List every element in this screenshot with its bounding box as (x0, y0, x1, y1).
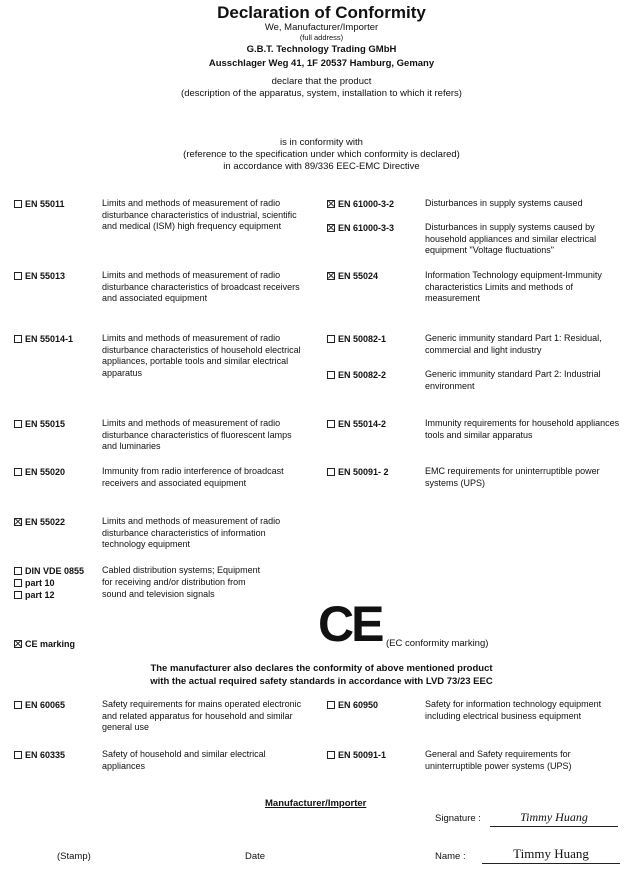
manufacturer-heading: Manufacturer/Importer (265, 798, 367, 809)
standard-description: sound and television signals (102, 589, 215, 599)
ce-logo: CE (318, 596, 382, 652)
standard-row: EN 50091- 2 (327, 466, 389, 478)
standard-row: EN 60335 (14, 749, 65, 761)
standard-description: Information Technology equipment-Immunity characteristics Limits and methods of measurement (425, 270, 602, 303)
checkbox[interactable] (327, 468, 335, 476)
checkbox-checked[interactable] (14, 518, 22, 526)
signature-field[interactable] (490, 808, 618, 827)
standard-description: for receiving and/or distribution from (102, 577, 246, 587)
company-name: G.B.T. Technology Trading GMbH (246, 44, 397, 55)
standard-row: EN 50091-1 (327, 749, 386, 761)
declare-text: declare that the product (271, 76, 372, 87)
checkbox-checked[interactable] (14, 640, 22, 648)
checkbox[interactable] (327, 751, 335, 759)
signature-label: Signature : (435, 813, 481, 824)
standard-row: part 10 (14, 577, 55, 589)
checkbox[interactable] (14, 335, 22, 343)
description-note: (description of the apparatus, system, installation to which it refers) (181, 88, 462, 99)
standard-row: EN 55014-1 (14, 333, 73, 345)
ce-marking-row: CE marking (14, 638, 75, 650)
standard-row: EN 55020 (14, 466, 65, 478)
checkbox[interactable] (327, 420, 335, 428)
standard-description: Immunity from radio interference of broadcast receivers and associated equipment (102, 466, 284, 488)
standard-row: EN 60950 (327, 699, 378, 711)
standard-description: Generic immunity standard Part 2: Industrial environment (425, 369, 601, 391)
standard-description: Immunity requirements for household appliances tools and similar apparatus (425, 418, 620, 440)
signature-script: Timmy Huang (520, 810, 588, 824)
standard-description: Safety for information technology equipment including electrical business equipment (425, 699, 602, 721)
checkbox[interactable] (14, 591, 22, 599)
standard-row: EN 55024 (327, 270, 378, 282)
ce-note: (EC conformity marking) (386, 638, 489, 649)
date-label: Date (245, 851, 266, 862)
standard-description: EMC requirements for uninterruptible power systems (UPS) (425, 466, 600, 488)
reference-note: (reference to the specification under which conformity is declared) (183, 149, 460, 160)
checkbox[interactable] (327, 335, 335, 343)
checkbox[interactable] (14, 751, 22, 759)
standard-row: EN 55013 (14, 270, 65, 282)
standard-row: EN 61000-3-3 (327, 222, 394, 234)
standard-description: Safety requirements for mains operated electronic and related apparatus for household and similar general use (102, 699, 302, 732)
standard-description: Generic immunity standard Part 1: Residual, commercial and light industry (425, 333, 602, 355)
checkbox[interactable] (14, 420, 22, 428)
checkbox-checked[interactable] (327, 200, 335, 208)
standard-row: EN 50082-2 (327, 369, 386, 381)
checkbox[interactable] (14, 579, 22, 587)
company-address: Ausschlager Weg 41, 1F 20537 Hamburg, Gemany (208, 58, 435, 69)
checkbox[interactable] (327, 371, 335, 379)
standard-row: part 12 (14, 589, 55, 601)
lvd-line-1: The manufacturer also declares the conformity of above mentioned product (150, 663, 493, 674)
standard-row: EN 55015 (14, 418, 65, 430)
standard-description: General and Safety requirements for uninterruptible power systems (UPS) (425, 749, 572, 771)
checkbox[interactable] (14, 272, 22, 280)
checkbox-checked[interactable] (327, 272, 335, 280)
checkbox[interactable] (14, 567, 22, 575)
checkbox-checked[interactable] (327, 224, 335, 232)
conformity-text: is in conformity with (280, 137, 363, 148)
standard-description: Limits and methods of measurement of radio disturbance characteristics of broadcast receivers and associated equipment (102, 270, 300, 303)
checkbox[interactable] (14, 200, 22, 208)
checkbox[interactable] (14, 468, 22, 476)
name-field[interactable]: Timmy Huang (482, 846, 620, 864)
standard-row: EN 55014-2 (327, 418, 386, 430)
checkbox[interactable] (327, 701, 335, 709)
checkbox[interactable] (14, 701, 22, 709)
standard-description: Safety of household and similar electrical appliances (102, 749, 266, 771)
standard-description: Disturbances in supply systems caused by household appliances and similar electrical equipment "Voltage fluctuations" (425, 222, 597, 255)
name-label: Name : (435, 851, 466, 862)
standard-description: Cabled distribution systems; Equipment (102, 565, 261, 575)
standard-description: Limits and methods of measurement of radio disturbance characteristics of fluorescent lamps and luminaries (102, 418, 292, 451)
standard-row: EN 55022 (14, 516, 65, 528)
standard-description: Disturbances in supply systems caused (425, 198, 583, 208)
standard-description: Limits and methods of measurement of radio disturbance characteristics of information technology equipment (102, 516, 281, 549)
standard-row: EN 50082-1 (327, 333, 386, 345)
standard-row: EN 61000-3-2 (327, 198, 394, 210)
standard-description: Limits and methods of measurement of radio disturbance characteristics of industrial, scientific and medical (ISM) high frequency equipment (102, 198, 297, 231)
directive-text: in accordance with 89/336 EEC-EMC Directive (223, 161, 420, 172)
manufacturer-label: We, Manufacturer/Importer (264, 22, 379, 33)
lvd-line-2: with the actual required safety standards in accordance with LVD 73/23 EEC (150, 676, 493, 687)
standard-row: EN 60065 (14, 699, 65, 711)
full-address-note: (full address) (299, 33, 344, 42)
standard-row: EN 55011 (14, 198, 65, 210)
stamp-label: (Stamp) (57, 851, 91, 862)
standard-description: Limits and methods of measurement of radio disturbance characteristics of household electrical appliances, portable tools and similar electrical apparatus (102, 333, 301, 378)
page-title: Declaration of Conformity (217, 3, 426, 22)
standard-row: DIN VDE 0855 (14, 565, 84, 577)
